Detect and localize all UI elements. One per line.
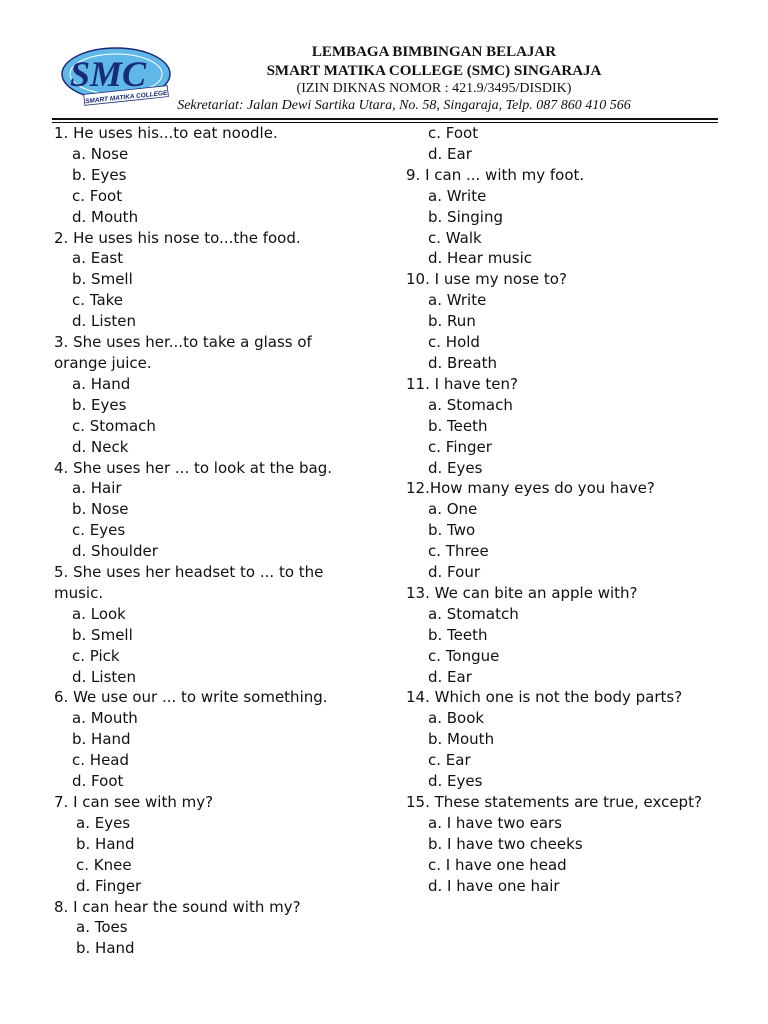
answer-option: a. Hair	[72, 479, 122, 498]
question-text: 14. Which one is not the body parts?	[406, 688, 683, 707]
answer-option: d. Eyes	[428, 772, 483, 791]
answer-option: b. Eyes	[72, 395, 127, 414]
institution-type: LEMBAGA BIMBINGAN BELAJAR	[311, 44, 557, 60]
answer-option: d. Foot	[72, 772, 124, 791]
answer-option: b. Mouth	[428, 730, 495, 749]
address-line: Sekretariat: Jalan Dewi Sartika Utara, No. 58, Singaraja, Telp. 087 860 410 566	[177, 98, 631, 113]
answer-option: d. Finger	[76, 876, 142, 895]
answer-option: a. One	[428, 500, 478, 519]
answer-option: c. Hold	[428, 333, 480, 352]
answer-option: d. Listen	[72, 312, 137, 331]
question-text: 8. I can hear the sound with my?	[54, 897, 301, 916]
question-text: orange juice.	[54, 353, 152, 372]
answer-option: d. Ear	[428, 667, 472, 686]
question-text: 5. She uses her headset to ... to the	[54, 563, 324, 582]
answer-option: b. Run	[428, 312, 476, 331]
answer-option: a. Stomach	[428, 395, 513, 414]
answer-option: a. Eyes	[76, 813, 131, 832]
answer-option: b. Teeth	[428, 625, 488, 644]
answer-option: b. Eyes	[72, 165, 127, 184]
answer-option: c. Three	[428, 542, 489, 561]
answer-option: d. Hear music	[428, 249, 533, 268]
answer-option: c. Head	[72, 751, 130, 770]
answer-option: a. Book	[428, 709, 485, 728]
answer-option: b. I have two cheeks	[428, 834, 583, 853]
question-text: 13. We can bite an apple with?	[406, 583, 638, 602]
question-text: 3. She uses her...to take a glass of	[54, 333, 312, 352]
question-text: 11. I have ten?	[406, 374, 518, 393]
answer-option: d. Eyes	[428, 458, 483, 477]
header-rule-thick	[52, 118, 718, 120]
answer-option: b. Two	[428, 521, 476, 540]
question-text: 12.How many eyes do you have?	[406, 479, 655, 498]
answer-option: b. Smell	[72, 270, 133, 289]
answer-option: c. Foot	[428, 124, 479, 142]
answer-option: c. Walk	[428, 228, 482, 247]
answer-option: b. Teeth	[428, 416, 488, 435]
answer-option: d. Four	[428, 563, 481, 582]
answer-option: b. Smell	[72, 625, 133, 644]
answer-option: a. Write	[428, 291, 487, 310]
answer-option: a. East	[72, 249, 124, 268]
question-text: 15. These statements are true, except?	[406, 793, 702, 811]
answer-option: d. Neck	[72, 437, 129, 456]
answer-option: a. Look	[72, 604, 126, 623]
answer-option: c. Take	[72, 291, 124, 310]
question-text: 10. I use my nose to?	[406, 270, 567, 289]
answer-option: c. I have one head	[428, 855, 567, 874]
letterhead	[0, 0, 768, 125]
answer-option: d. Mouth	[72, 207, 139, 226]
answer-option: c. Stomach	[72, 416, 156, 435]
answer-option: b. Singing	[428, 207, 503, 226]
logo-subtext: SMART MATIKA COLLEGE	[84, 89, 168, 106]
question-text: 4. She uses her ... to look at the bag.	[54, 458, 333, 477]
answer-option: a. Nose	[72, 144, 129, 163]
answer-option: c. Pick	[72, 646, 120, 665]
question-text: 2. He uses his nose to...the food.	[54, 228, 301, 247]
answer-option: c. Knee	[76, 855, 132, 874]
question-text: 1. He uses his...to eat noodle.	[54, 124, 278, 142]
answer-option: a. Toes	[76, 918, 128, 937]
logo-text: SMC	[69, 54, 147, 94]
answer-option: d. I have one hair	[428, 876, 560, 895]
question-text: 9. I can ... with my foot.	[406, 165, 585, 184]
answer-option: b. Hand	[76, 834, 135, 853]
question-text: music.	[54, 583, 104, 602]
answer-option: c. Tongue	[428, 646, 500, 665]
answer-option: d. Listen	[72, 667, 137, 686]
answer-option: c. Eyes	[72, 521, 126, 540]
answer-option: b. Hand	[72, 730, 131, 749]
answer-option: d. Breath	[428, 353, 497, 372]
permit-number: (IZIN DIKNAS NOMOR : 421.9/3495/DISDIK)	[296, 81, 572, 96]
question-text: 7. I can see with my?	[54, 793, 214, 811]
answer-option: c. Foot	[72, 186, 123, 205]
answer-option: a. I have two ears	[428, 813, 562, 832]
answer-option: a. Stomatch	[428, 604, 519, 623]
answer-option: d. Shoulder	[72, 542, 158, 561]
left-question-column	[54, 123, 374, 959]
right-question-column	[406, 123, 726, 897]
answer-option: c. Finger	[428, 437, 492, 456]
answer-option: c. Ear	[428, 751, 471, 770]
answer-option: b. Hand	[76, 939, 135, 958]
question-text: 6. We use our ... to write something.	[54, 688, 328, 707]
answer-option: a. Mouth	[72, 709, 138, 728]
answer-option: a. Write	[428, 186, 487, 205]
institution-name: SMART MATIKA COLLEGE (SMC) SINGARAJA	[266, 63, 602, 79]
answer-option: a. Hand	[72, 374, 131, 393]
answer-option: d. Ear	[428, 144, 472, 163]
answer-option: b. Nose	[72, 500, 129, 519]
